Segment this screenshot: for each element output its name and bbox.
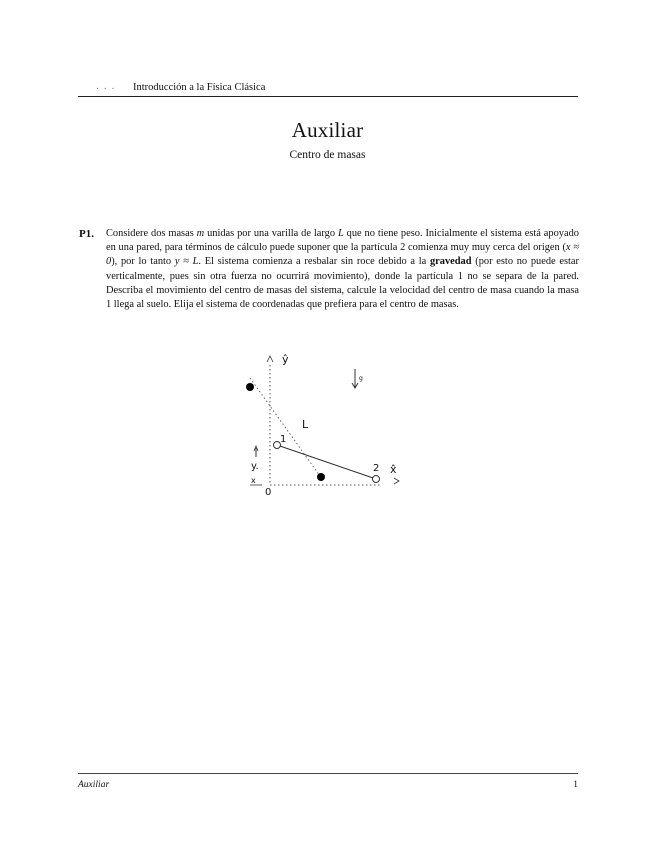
x-hat-label: x̂ [390,463,397,476]
page-number: 1 [573,780,578,790]
initial-mass-top [246,383,254,391]
initial-mass-bottom [317,473,325,481]
text-part-6: (por esto no puede estar verticalmente, pues sin otra fuerza no ocurrirá movimiento), donde la partícula 1 no se separa de la pared. Describa el movimiento del centro de masas del sistema, calcule la velocidad del centro de masa cuando la masa 1 llega al suelo. Elija el sistema de coordenadas que prefiera para el centro de masas. [106,256,579,311]
page-subtitle: Centro de masas [289,149,366,161]
x-axis-arrow [394,478,399,484]
problem-p1 [79,227,579,312]
rod-length-label: L [302,418,309,431]
expr-y-approx: y ≈ L [174,256,199,268]
problem-statement [106,227,579,312]
rod [277,445,376,479]
footer-title: Auxiliar [78,780,110,790]
x-coordinate-label: x [251,476,256,485]
ladder-diagram [240,345,420,505]
gravedad-bold: gravedad [429,256,472,268]
text-part-2: unidas por una varilla de largo [204,228,338,239]
header-dots: . . . [96,82,116,92]
page-title: Auxiliar [291,118,364,142]
text-part-5: . El sistema comienza a resbalar sin roce debido a la [198,256,430,268]
text-part-1: Considere dos masas [106,228,197,239]
particle-2 [373,476,380,483]
particle-1-label: 1 [280,434,287,445]
symbol-L: L [337,228,344,239]
origin-label: 0 [265,487,272,498]
problem-label: P1. [79,228,94,240]
page-header [78,80,578,97]
y-coordinate-label: y. [251,461,259,472]
initial-rod [250,378,320,476]
text-part-4: ), por lo tanto [111,256,175,268]
physics-figure [240,345,420,505]
symbol-m: m [196,228,205,239]
text-part-3: que no tiene peso. Inicialmente el sistema está apoyado en una pared, para términos de cálculo puede suponer que la partícula 2 comienza muy muy cerca del origen ( [106,228,579,254]
gravity-label: g [359,375,363,382]
expr-x-approx: x ≈ 0 [106,242,579,268]
footer-rule [78,773,578,775]
y-hat-label: ŷ [282,353,289,366]
course-title: Introducción a la Física Clásica [133,82,266,93]
particle-2-label: 2 [373,463,380,474]
y-axis-arrow [267,356,273,362]
